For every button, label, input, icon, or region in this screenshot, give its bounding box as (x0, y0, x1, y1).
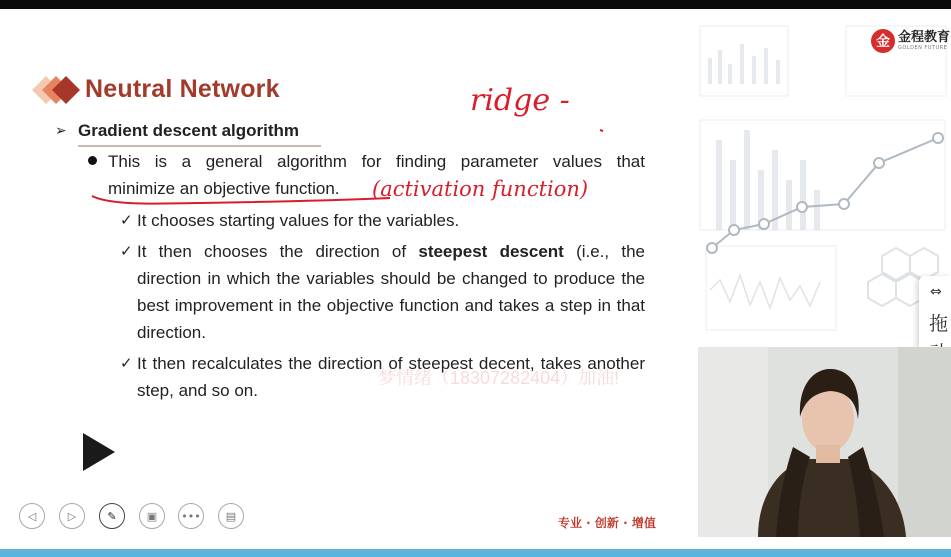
section-heading: Gradient descent algorithm (78, 121, 300, 140)
bullet-icon (88, 156, 97, 165)
slides-icon: ▣ (146, 509, 158, 523)
heading-underline (78, 145, 321, 147)
top-bar (0, 0, 951, 9)
check-item-1: It chooses starting values for the variables. (137, 211, 460, 230)
intro-line-2: minimize an objective function. (108, 179, 340, 198)
arrow-bullet-icon: ➢ (55, 123, 67, 139)
next-slide-button[interactable] (59, 503, 85, 529)
bottom-bar (0, 549, 951, 557)
logo-name-en: GOLDEN FUTURE (898, 45, 948, 51)
slide-title: Neutral Network (85, 75, 280, 103)
more-icon: ••• (181, 509, 201, 523)
presenter-video (698, 347, 951, 537)
intro-line-1: This is a general algorithm for finding parameter values that (108, 152, 645, 171)
brand-logo (871, 28, 950, 54)
annotation-activation: (activation function) (372, 177, 589, 201)
screen-button[interactable] (218, 503, 244, 529)
check-item-2 (137, 238, 645, 346)
slogan: 专业 · 创新 · 增值 (558, 516, 656, 530)
check-icon: ✓ (120, 242, 133, 260)
screen-icon: ▤ (225, 509, 237, 523)
background-chart-graphic (696, 20, 951, 350)
next-icon: ▷ (67, 509, 77, 523)
logo-icon: 金 (871, 29, 895, 53)
prev-icon: ◁ (27, 509, 37, 523)
check-item-3: It then recalculates the direction of steepest decent, takes another step, and so on. (137, 354, 645, 400)
logo-name: 金程教育 (898, 30, 951, 45)
slides-button[interactable] (139, 503, 165, 529)
drag-handle-icon: ⇔ (930, 284, 942, 300)
play-icon[interactable] (83, 433, 115, 471)
check-item-2-bold: steepest descent (418, 242, 564, 261)
pen-button[interactable] (99, 503, 125, 529)
check-icon: ✓ (120, 211, 133, 229)
annotation-ridge: ridge - (470, 83, 570, 118)
check-item-2-suffix: (i.e., the direction in which the variables should be changed to produce the best improvement in the objective function and takes a step in that direction. (137, 242, 645, 342)
check-icon: ✓ (120, 354, 133, 372)
title-decoration-icon (30, 74, 82, 106)
watermark: 梦情绪（18307282404）加油! (378, 368, 620, 388)
prev-slide-button[interactable] (19, 503, 45, 529)
intro-paragraph (108, 148, 645, 202)
more-button[interactable] (178, 503, 204, 529)
check-item-2-prefix: It then chooses the direction of (137, 242, 419, 261)
drag-label: 拖 (929, 313, 949, 335)
pen-icon: ✎ (107, 509, 117, 523)
